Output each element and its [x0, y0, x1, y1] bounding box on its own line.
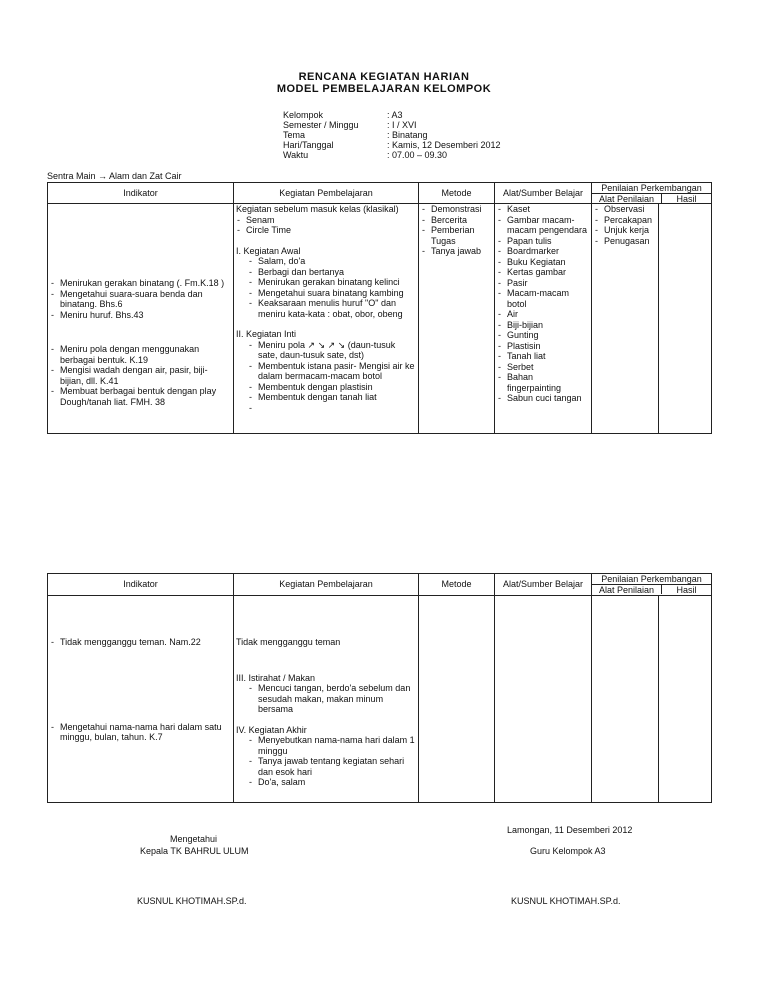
hasil-cell — [659, 596, 712, 803]
header-hasil: Hasil — [676, 585, 697, 595]
sign-right-name: KUSNUL KHOTIMAH.SP.d. — [511, 896, 621, 906]
penilaian-item: - Unjuk kerja — [594, 225, 656, 236]
info-key: Hari/Tanggal — [283, 140, 334, 150]
kegiatan-item: - Mencuci tangan, berdo'a sebelum dan sesudah makan, makan minum bersama — [236, 683, 416, 715]
kegiatan-item: - Senam — [236, 215, 416, 226]
kegiatan-item: - Menyebutkan nama-nama hari dalam 1 minggu — [236, 735, 416, 756]
alat-item: - Sabun cuci tangan — [497, 393, 589, 404]
section-title: IV. Kegiatan Akhir — [236, 724, 307, 735]
alat-item: - Gambar macam-macam pengendara — [497, 215, 589, 236]
penilaian-title: Penilaian Perkembangan — [592, 183, 711, 194]
indikator-item: - Tidak mengganggu teman. Nam.22 — [50, 637, 231, 648]
alat-cell — [495, 596, 592, 803]
kegiatan-item: - Mengetahui suara binatang kambing — [236, 288, 416, 299]
info-block — [283, 110, 501, 160]
indikator-cell — [48, 204, 234, 434]
kegiatan-item: - Do'a, salam — [236, 777, 416, 788]
indikator-item: - Mengetahui suara-suara benda dan binatang. Bhs.6 — [50, 289, 231, 310]
section-title: II. Kegiatan Inti — [236, 329, 297, 339]
kegiatan-cell — [234, 204, 419, 434]
alat-penilaian-cell — [592, 204, 659, 434]
indikator-item: - Mengetahui nama-nama hari dalam satu minggu, bulan, tahun. K.7 — [50, 722, 231, 743]
penilaian-item: - Percakapan — [594, 215, 656, 226]
metode-cell — [419, 204, 495, 434]
indikator-item: - Meniru pola dengan menggunakan berbagai bentuk. K.19 — [50, 344, 231, 365]
info-value: : Kamis, 12 Desemberi 2012 — [387, 140, 501, 150]
kegiatan-item: - Membentuk dengan tanah liat — [236, 392, 416, 403]
header-alat: Alat/Sumber Belajar — [495, 574, 592, 596]
kegiatan-item: - Membentuk istana pasir- Mengisi air ke dalam bermacam-macam botol — [236, 361, 416, 382]
alat-item: - Tanah liat — [497, 351, 589, 362]
indikator-item: - Meniru huruf. Bhs.43 — [50, 310, 231, 321]
kegiatan-text: Tidak mengganggu teman — [236, 637, 341, 647]
doc-title-2: MODEL PEMBELAJARAN KELOMPOK — [276, 83, 492, 95]
header-indikator: Indikator — [48, 183, 234, 204]
sign-mengetahui: Mengetahui — [170, 834, 218, 844]
kegiatan-item: - Berbagi dan bertanya — [236, 267, 416, 278]
hasil-cell — [659, 204, 712, 434]
info-key: Kelompok — [283, 110, 324, 120]
indikator-cell — [48, 596, 234, 803]
alat-item: - Gunting — [497, 330, 589, 341]
indikator-item: - Mengisi wadah dengan air, pasir, biji-bijian, dll. K.41 — [50, 365, 231, 386]
info-key: Tema — [283, 130, 306, 140]
alat-item: - Buku Kegiatan — [497, 257, 589, 268]
kegiatan-cell — [234, 596, 419, 803]
info-value: : A3 — [387, 110, 403, 120]
info-value: : 07.00 – 09.30 — [387, 150, 448, 160]
alat-item: - Kaset — [497, 204, 589, 215]
metode-item: - Demonstrasi — [421, 204, 492, 215]
kegiatan-item: - Salam, do'a — [236, 256, 416, 267]
indikator-item: - Membuat berbagai bentuk dengan play Dough/tanah liat. FMH. 38 — [50, 386, 231, 407]
kegiatan-intro: Kegiatan sebelum masuk kelas (klasikal) — [236, 204, 399, 214]
kegiatan-item: - Menirukan gerakan binatang kelinci — [236, 277, 416, 288]
alat-item: - Macam-macam botol — [497, 288, 589, 309]
header-indikator: Indikator — [48, 574, 234, 596]
alat-item: - Biji-bijian — [497, 320, 589, 331]
penilaian-item: - Observasi — [594, 204, 656, 215]
sign-guru: Guru Kelompok A3 — [530, 846, 606, 856]
kegiatan-item: - Tanya jawab tentang kegiatan sehari dan esok hari — [236, 756, 416, 777]
kegiatan-item: - Keaksaraan menulis huruf "O" dan meniru kata-kata : obat, obor, obeng — [236, 298, 416, 319]
penilaian-title: Penilaian Perkembangan — [592, 574, 711, 585]
info-value: : Binatang — [387, 130, 428, 140]
header-hasil: Hasil — [676, 194, 697, 204]
metode-item: - Bercerita — [421, 215, 492, 226]
penilaian-item: - Penugasan — [594, 236, 656, 247]
alat-item: - Air — [497, 309, 589, 320]
indikator-item: - Menirukan gerakan binatang (. Fm.K.18 ) — [50, 278, 231, 289]
alat-penilaian-cell — [592, 596, 659, 803]
sentra-label: Sentra Main → Alam dan Zat Cair — [47, 171, 182, 181]
doc-title-1: RENCANA KEGIATAN HARIAN — [298, 71, 470, 83]
metode-cell — [419, 596, 495, 803]
alat-cell — [495, 204, 592, 434]
header-alat: Alat/Sumber Belajar — [495, 183, 592, 204]
info-key: Waktu — [283, 150, 309, 160]
alat-item: - Kertas gambar — [497, 267, 589, 278]
metode-item: - Tanya jawab — [421, 246, 492, 257]
header-metode: Metode — [419, 574, 495, 596]
section-title: III. Istirahat / Makan — [236, 672, 316, 683]
sign-date: Lamongan, 11 Desemberi 2012 — [507, 825, 633, 835]
alat-item: - Pasir — [497, 278, 589, 289]
alat-item: - Serbet — [497, 362, 589, 373]
alat-item: - Plastisin — [497, 341, 589, 352]
plan-table-1 — [47, 182, 712, 434]
kegiatan-item: - Membentuk dengan plastisin — [236, 382, 416, 393]
header-kegiatan: Kegiatan Pembelajaran — [234, 574, 419, 596]
plan-table-2 — [47, 573, 712, 803]
kegiatan-item: - Circle Time — [236, 225, 416, 236]
section-title: I. Kegiatan Awal — [236, 245, 301, 256]
info-key: Semester / Minggu — [283, 120, 359, 130]
sign-kepala: Kepala TK BAHRUL ULUM — [140, 846, 249, 856]
kegiatan-item: - Meniru pola ↗ ↘ ↗ ↘ (daun-tusuk sate, daun-tusuk sate, dst) — [236, 340, 416, 361]
alat-item: - Bahan fingerpainting — [497, 372, 589, 393]
alat-item: - Boardmarker — [497, 246, 589, 257]
header-kegiatan: Kegiatan Pembelajaran — [234, 183, 419, 204]
header-penilaian — [592, 183, 712, 204]
info-value: : I / XVI — [387, 120, 417, 130]
metode-item: - Pemberian Tugas — [421, 225, 492, 246]
header-metode: Metode — [419, 183, 495, 204]
alat-item: - Papan tulis — [497, 236, 589, 247]
sign-left-name: KUSNUL KHOTIMAH.SP.d. — [137, 896, 247, 906]
header-penilaian — [592, 574, 712, 596]
header-alat-penilaian: Alat Penilaian — [592, 194, 662, 203]
header-alat-penilaian: Alat Penilaian — [592, 585, 662, 594]
